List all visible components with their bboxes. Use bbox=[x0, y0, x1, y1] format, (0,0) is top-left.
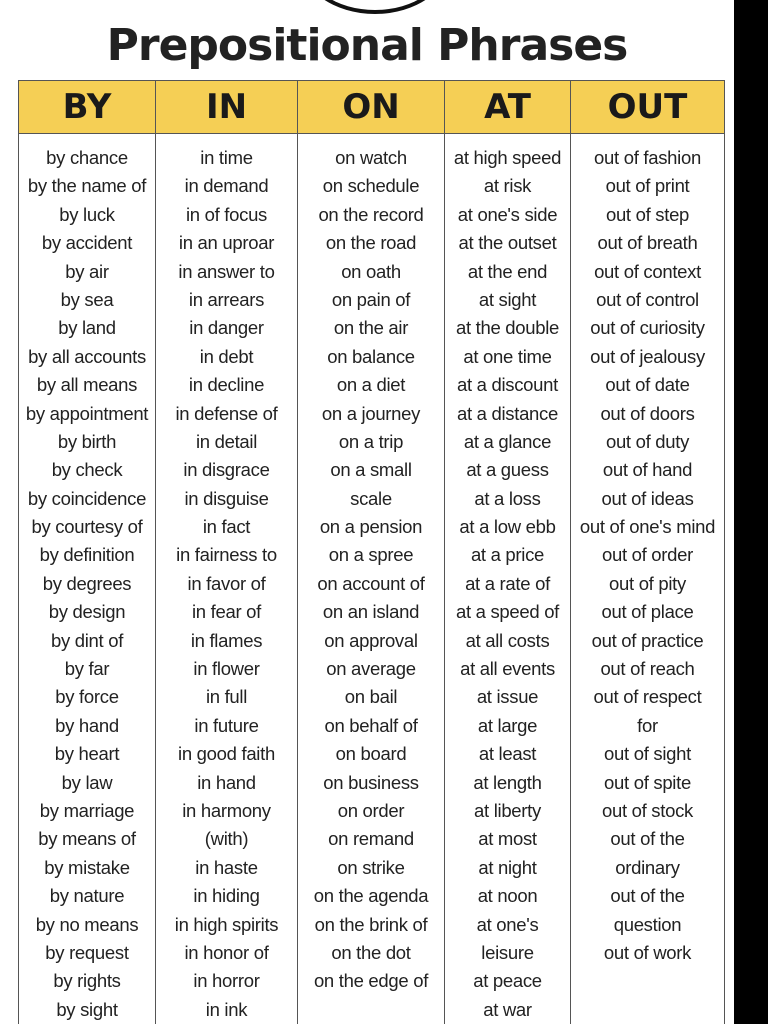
phrase-item: by luck bbox=[59, 203, 115, 225]
phrase-item: in disgrace bbox=[183, 459, 270, 481]
phrase-item: by all accounts bbox=[28, 345, 146, 367]
phrase-item: at a distance bbox=[456, 402, 558, 424]
phrase-item: on the record bbox=[318, 203, 424, 225]
phrase-item: on behalf of bbox=[324, 714, 418, 736]
phrase-item: in debt bbox=[199, 345, 254, 367]
phrase-item: by definition bbox=[39, 544, 135, 566]
phrase-item: by the name of bbox=[27, 175, 147, 197]
phrase-item: out of sight bbox=[604, 743, 691, 765]
phrase-item: on a journey bbox=[321, 402, 421, 424]
column-header-at: AT bbox=[445, 81, 571, 134]
phrase-item: in of focus bbox=[185, 203, 268, 225]
phrase-item: by means of bbox=[38, 828, 136, 850]
phrase-item: on bail bbox=[344, 686, 398, 708]
phrase-item: by check bbox=[51, 459, 123, 481]
phrase-item: by rights bbox=[53, 970, 121, 992]
phrase-item: out of the bbox=[610, 828, 685, 850]
phrase-item: at the end bbox=[467, 260, 548, 282]
column-header-in: IN bbox=[156, 81, 298, 134]
phrase-item: out of doors bbox=[600, 402, 695, 424]
phrase-item: in full bbox=[205, 686, 248, 708]
phrase-item: in harmony bbox=[182, 799, 271, 821]
phrase-item: in good faith bbox=[178, 743, 275, 765]
phrase-item: at all costs bbox=[465, 629, 550, 651]
phrase-item: by all means bbox=[36, 374, 138, 396]
phrase-item: on oath bbox=[341, 260, 401, 282]
phrase-item: on the edge of bbox=[313, 970, 429, 992]
column-header-out: OUT bbox=[571, 81, 725, 134]
phrase-item: by accident bbox=[41, 232, 133, 254]
phrase-item: out of curiosity bbox=[590, 317, 705, 339]
page-title: Prepositional Phrases bbox=[106, 20, 628, 71]
phrase-item: at length bbox=[473, 771, 542, 793]
phrase-item: at all events bbox=[460, 658, 555, 680]
phrase-item: on a diet bbox=[336, 374, 406, 396]
phrase-item: by appointment bbox=[25, 402, 149, 424]
phrase-item: in ink bbox=[205, 998, 248, 1020]
phrase-item: out of context bbox=[594, 260, 701, 282]
phrase-item: on order bbox=[337, 799, 405, 821]
phrase-item: ordinary bbox=[615, 856, 680, 878]
phrase-item: out of the bbox=[610, 885, 685, 907]
phrase-item: on balance bbox=[327, 345, 415, 367]
phrase-item: in detail bbox=[195, 430, 258, 452]
phrase-item: out of spite bbox=[604, 771, 691, 793]
phrase-item: in disguise bbox=[184, 487, 269, 509]
phrase-item: by sight bbox=[56, 998, 118, 1020]
phrase-item: at sight bbox=[478, 288, 537, 310]
phrase-item: at one time bbox=[463, 345, 552, 367]
phrase-item: out of stock bbox=[601, 799, 693, 821]
phrase-item: out of reach bbox=[600, 658, 695, 680]
phrase-item: on the road bbox=[325, 232, 417, 254]
phrase-item: in time bbox=[200, 147, 253, 168]
phrase-item: out of work bbox=[603, 941, 692, 963]
phrase-item: out of pity bbox=[609, 572, 686, 594]
phrase-item: on an island bbox=[322, 601, 420, 623]
phrases-row bbox=[19, 134, 725, 1024]
phrase-item: on pain of bbox=[331, 288, 411, 310]
phrase-item: at most bbox=[478, 828, 537, 850]
phrase-item: by mistake bbox=[44, 856, 130, 878]
phrase-item: in honor of bbox=[184, 941, 269, 963]
phrase-item: at a rate of bbox=[465, 572, 550, 594]
phrase-item: on the brink of bbox=[314, 913, 428, 935]
phrase-item: at a price bbox=[470, 544, 545, 566]
phrase-item: at night bbox=[478, 856, 537, 878]
phrase-item: at issue bbox=[476, 686, 539, 708]
column-header-on: ON bbox=[298, 81, 445, 134]
phrase-item: out of duty bbox=[605, 430, 690, 452]
phrase-item: at a loss bbox=[474, 487, 541, 509]
phrase-item: by force bbox=[55, 686, 119, 708]
phrase-item: out of place bbox=[601, 601, 694, 623]
phrase-item: at one's bbox=[476, 913, 539, 935]
phrase-item: at liberty bbox=[474, 799, 541, 821]
phrase-item: in future bbox=[194, 714, 259, 736]
phrase-item: by nature bbox=[49, 885, 125, 907]
phrase-item: at risk bbox=[483, 175, 532, 197]
phrase-item: at large bbox=[477, 714, 538, 736]
phrase-item: by chance bbox=[46, 147, 128, 168]
phrase-item: at a guess bbox=[466, 459, 549, 481]
phrase-item: in hand bbox=[197, 771, 256, 793]
phrase-item: on account of bbox=[317, 572, 425, 594]
phrase-item: in arrears bbox=[188, 288, 265, 310]
phrase-item: in answer to bbox=[178, 260, 275, 282]
phrase-item: on approval bbox=[324, 629, 418, 651]
phrase-item: by marriage bbox=[39, 799, 135, 821]
phrase-item: leisure bbox=[481, 941, 534, 963]
phrase-item: by sea bbox=[60, 288, 114, 310]
phrase-item: in decline bbox=[188, 374, 265, 396]
phrase-item: at a glance bbox=[463, 430, 552, 452]
phrase-item: on a pension bbox=[319, 516, 423, 538]
phrase-item: in danger bbox=[189, 317, 264, 339]
column-at bbox=[445, 134, 571, 1024]
column-by bbox=[19, 134, 156, 1024]
phrase-item: by birth bbox=[57, 430, 117, 452]
phrase-item: by request bbox=[45, 941, 129, 963]
phrase-item: by degrees bbox=[42, 572, 132, 594]
phrase-item: out of one's mind bbox=[579, 516, 716, 538]
column-out bbox=[571, 134, 725, 1024]
phrase-item: by no means bbox=[35, 913, 139, 935]
phrase-item: by design bbox=[48, 601, 126, 623]
phrase-item: on the agenda bbox=[313, 885, 429, 907]
phrase-item: at a low ebb bbox=[459, 516, 556, 538]
column-header-by: BY bbox=[19, 81, 156, 134]
phrase-item: out of jealousy bbox=[590, 345, 705, 367]
phrase-item: at one's side bbox=[457, 203, 558, 225]
phrase-item: by courtesy of bbox=[31, 516, 143, 538]
phrase-item: on the dot bbox=[331, 941, 411, 963]
phrase-item: at a speed of bbox=[455, 601, 560, 623]
phrase-item: at least bbox=[478, 743, 537, 765]
phrase-item: out of respect bbox=[593, 686, 702, 708]
phrase-item: out of fashion bbox=[594, 147, 701, 168]
column-in bbox=[156, 134, 298, 1024]
phrase-item: in defense of bbox=[175, 402, 278, 424]
phrase-item: out of breath bbox=[597, 232, 698, 254]
phrase-item: at peace bbox=[473, 970, 542, 992]
phrase-item: out of step bbox=[605, 203, 690, 225]
phrase-item: out of ideas bbox=[601, 487, 694, 509]
phrase-item: by far bbox=[64, 658, 110, 680]
phrase-item: out of hand bbox=[602, 459, 693, 481]
column-on bbox=[298, 134, 445, 1024]
phrase-item: by coincidence bbox=[27, 487, 147, 509]
phrase-item: at the double bbox=[455, 317, 560, 339]
phrases-table bbox=[18, 80, 725, 1024]
phrase-item: in hiding bbox=[193, 885, 260, 907]
phrase-item: at war bbox=[483, 998, 532, 1020]
phrase-item: at noon bbox=[477, 885, 538, 907]
phrase-item: on a spree bbox=[328, 544, 414, 566]
phrase-item: on average bbox=[326, 658, 416, 680]
phrase-item: by land bbox=[58, 317, 116, 339]
phrase-item: at high speed bbox=[453, 147, 562, 168]
phrase-item: by law bbox=[61, 771, 113, 793]
phrase-item: by heart bbox=[54, 743, 120, 765]
phrase-item: on schedule bbox=[322, 175, 420, 197]
phrase-item: for bbox=[637, 714, 658, 736]
header-row bbox=[19, 81, 725, 134]
phrase-item: in flames bbox=[190, 629, 263, 651]
phrase-item: on watch bbox=[335, 147, 407, 168]
phrase-item: in fact bbox=[202, 516, 251, 538]
right-edge-bar bbox=[734, 0, 768, 1024]
phrase-item: out of print bbox=[605, 175, 690, 197]
phrase-item: on remand bbox=[328, 828, 414, 850]
phrase-item: in an uproar bbox=[178, 232, 275, 254]
phrase-item: at a discount bbox=[456, 374, 558, 396]
phrase-item: by hand bbox=[55, 714, 119, 736]
phrase-item: in fear of bbox=[192, 601, 261, 623]
phrase-item: on board bbox=[335, 743, 407, 765]
phrase-item: out of control bbox=[596, 288, 699, 310]
phrase-item: by air bbox=[65, 260, 109, 282]
phrase-item: out of practice bbox=[591, 629, 704, 651]
phrase-item: on a trip bbox=[338, 430, 404, 452]
logo-arc-icon bbox=[300, 0, 450, 14]
phrase-item: on a small bbox=[330, 459, 412, 481]
phrase-item: in demand bbox=[184, 175, 269, 197]
phrase-item: by dint of bbox=[50, 629, 124, 651]
phrase-item: out of order bbox=[601, 544, 693, 566]
phrase-item: question bbox=[613, 913, 682, 935]
phrase-item: on business bbox=[323, 771, 419, 793]
phrase-item: at the outset bbox=[458, 232, 557, 254]
phrase-item: in high spirits bbox=[174, 913, 279, 935]
phrase-item: out of date bbox=[605, 374, 690, 396]
phrase-item: in horror bbox=[193, 970, 260, 992]
phrase-item: in favor of bbox=[187, 572, 266, 594]
phrase-item: on the air bbox=[333, 317, 409, 339]
phrase-item: (with) bbox=[204, 828, 249, 850]
phrase-item: in fairness to bbox=[176, 544, 277, 566]
phrase-item: scale bbox=[350, 487, 392, 509]
phrase-item: in haste bbox=[195, 856, 258, 878]
phrase-item: on strike bbox=[337, 856, 405, 878]
phrase-item: in flower bbox=[193, 658, 260, 680]
